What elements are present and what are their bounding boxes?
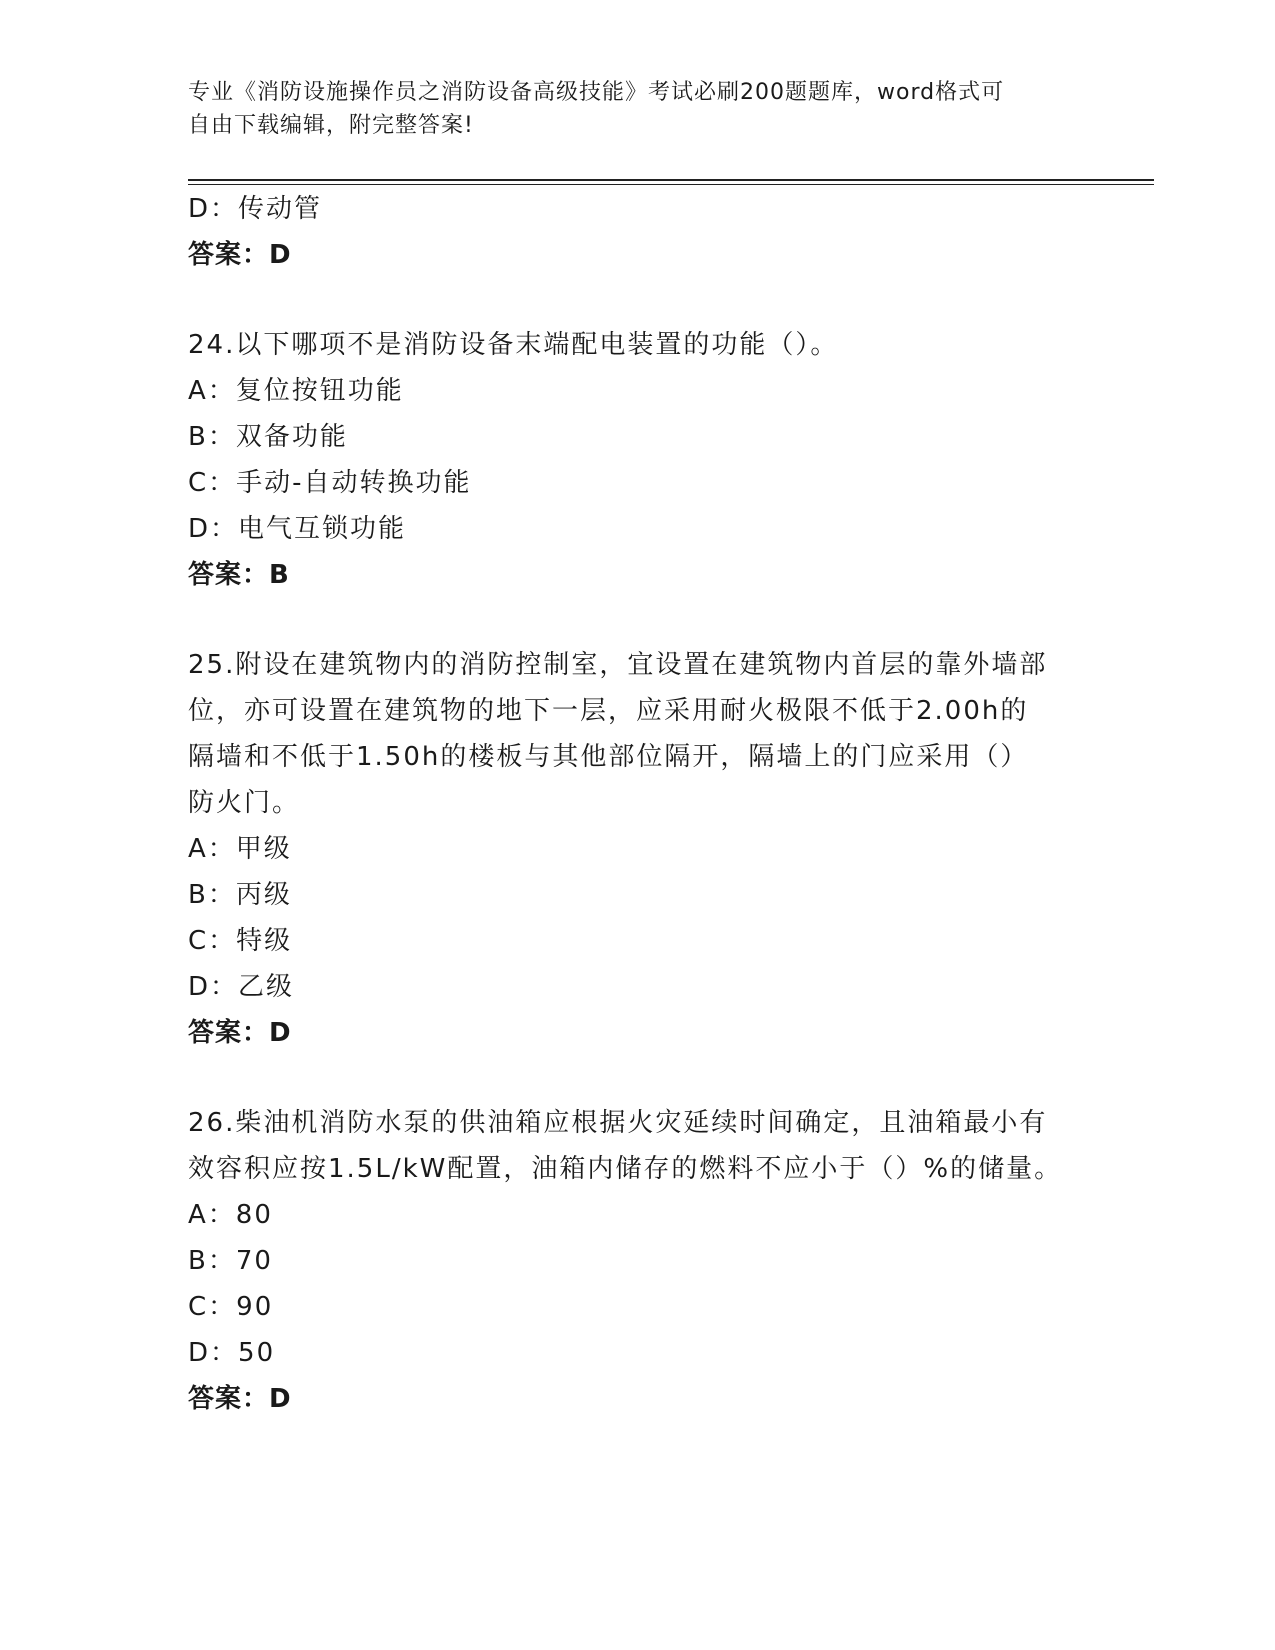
question-spacer [188,1056,1088,1100]
header-line-2: 自由下载编辑，附完整答案! [188,113,474,138]
header-divider-thin [188,184,1154,185]
question-25-option-b: B：丙级 [188,880,292,910]
question-spacer [188,278,1088,322]
header-line-1: 专业《消防设施操作员之消防设备高级技能》考试必刷200题题库，word格式可 [188,80,1005,105]
question-26-option-c: C：90 [188,1292,274,1322]
question-26-option-a: A：80 [188,1200,273,1230]
document-body [188,186,1088,1422]
option-d: D：传动管 [188,194,323,224]
question-24-option-a: A：复位按钮功能 [188,376,404,406]
question-25-stem-line-4: 防火门。 [188,788,301,818]
question-26-stem-line-1: 26.柴油机消防水泵的供油箱应根据火灾延续时间确定，且油箱最小有 [188,1108,1048,1138]
question-24-option-d: D：电气互锁功能 [188,514,407,544]
question-25-stem-line-2: 位，亦可设置在建筑物的地下一层，应采用耐火极限不低于2.00h的 [188,696,1029,726]
question-24-option-b: B：双备功能 [188,422,348,452]
question-24-stem: 24.以下哪项不是消防设备末端配电装置的功能（）。 [188,330,839,360]
question-26-option-d: D：50 [188,1338,276,1368]
question-25-option-d: D：乙级 [188,972,295,1002]
question-25-stem-line-3: 隔墙和不低于1.50h的楼板与其他部位隔开，隔墙上的门应采用（） [188,742,1029,772]
question-26-stem-line-2: 效容积应按1.5L/kW配置，油箱内储存的燃料不应小于（）%的储量。 [188,1154,1063,1184]
header-divider-thick [188,179,1154,181]
document-header [188,76,1088,142]
answer-line: 答案：D [188,240,292,270]
question-25-option-c: C：特级 [188,926,293,956]
question-25-answer: 答案：D [188,1018,292,1048]
question-25-option-a: A：甲级 [188,834,292,864]
question-24-answer: 答案：B [188,560,290,590]
question-25-stem-line-1: 25.附设在建筑物内的消防控制室，宜设置在建筑物内首层的靠外墙部 [188,650,1048,680]
question-26-option-b: B：70 [188,1246,273,1276]
question-24-option-c: C：手动-自动转换功能 [188,468,472,498]
question-26-answer: 答案：D [188,1384,292,1414]
question-spacer [188,598,1088,642]
